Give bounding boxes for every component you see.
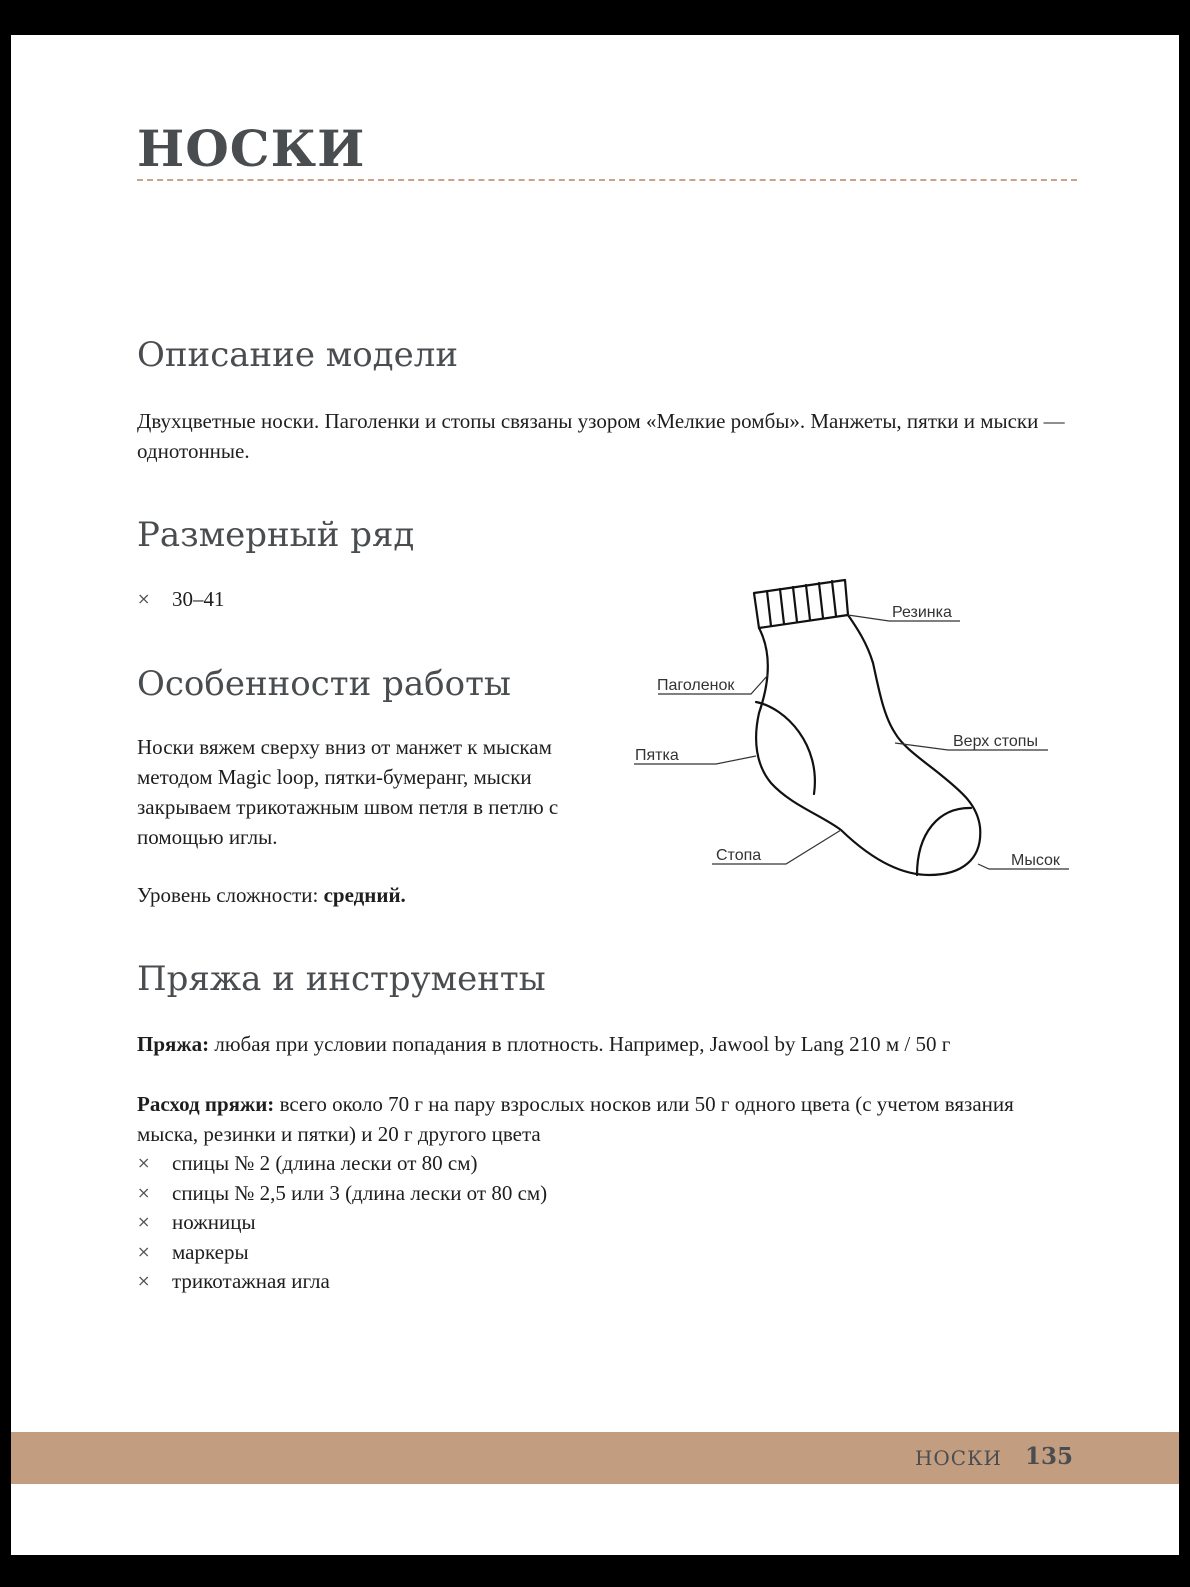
cross-bullet-icon: ⨯ — [137, 591, 151, 608]
usage-text: всего около 70 г на пару взрослых носков или 50 г одного цвета (с учетом вязания мыска, резинки и пятки) и 20 г другого цвета — [137, 1092, 1014, 1146]
difficulty-value: средний. — [323, 883, 406, 907]
yarn-heading: Пряжа и инструменты — [137, 959, 546, 999]
label-foot: Стопа — [716, 847, 762, 864]
cross-bullet-icon: ⨯ — [137, 1155, 151, 1172]
yarn-label: Пряжа: — [137, 1032, 210, 1056]
page-title: НОСКИ — [137, 119, 366, 178]
sizes-list — [137, 585, 225, 615]
work-text: Носки вяжем сверху вниз от манжет к мыскам методом Magic loop, пятки-бумеранг, мыски закрываем трикотажным швом петля в петлю с помощью иглы. — [137, 735, 559, 849]
title-divider — [137, 179, 1077, 181]
footer-bar — [11, 1432, 1179, 1484]
tools-list — [137, 1149, 547, 1297]
difficulty-label: Уровень сложности: — [137, 883, 319, 907]
cross-bullet-icon: ⨯ — [137, 1184, 151, 1202]
yarn-line — [137, 1029, 1077, 1059]
list-item — [137, 1238, 547, 1268]
label-rib: Резинка — [892, 604, 952, 621]
tool-item: трикотажная игла — [172, 1269, 330, 1293]
sizes-heading: Размерный ряд — [137, 515, 415, 555]
tool-item: спицы № 2,5 или 3 (длина лески от 80 см) — [172, 1180, 548, 1205]
list-item — [137, 1208, 547, 1238]
tool-item: спицы № 2 (длина лески от 80 см) — [172, 1151, 478, 1175]
list-item — [137, 585, 225, 615]
page-number: 135 — [1024, 1443, 1073, 1470]
tool-item: ножницы — [172, 1210, 256, 1234]
sock-diagram — [621, 575, 1071, 895]
book-page — [11, 35, 1179, 1555]
description-text: Двухцветные носки. Паголенки и стопы связаны узором «Мелкие ромбы». Манжеты, пятки и мыски — однотонные. — [137, 409, 1065, 463]
usage-label: Расход пряжи: — [137, 1092, 275, 1116]
cross-bullet-icon: ⨯ — [137, 1273, 151, 1290]
list-item — [137, 1267, 547, 1297]
work-heading: Особенности работы — [137, 664, 511, 704]
size-range: 30–41 — [172, 587, 225, 611]
list-item — [137, 1149, 547, 1179]
description-heading: Описание модели — [137, 335, 458, 375]
label-heel: Пятка — [635, 747, 679, 764]
usage-line — [137, 1089, 1077, 1149]
tool-item: маркеры — [172, 1239, 249, 1264]
label-toe: Мысок — [1011, 852, 1060, 869]
label-leg: Паголенок — [657, 677, 735, 694]
list-item — [137, 1179, 547, 1209]
sock-outline — [754, 580, 980, 875]
footer-section-title: НОСКИ — [914, 1446, 1002, 1470]
cross-bullet-icon: ⨯ — [137, 1214, 151, 1231]
yarn-text: любая при условии попадания в плотность. Например, Jawool by Lang 210 м / 50 г — [214, 1032, 951, 1056]
label-instep: Верх стопы — [953, 733, 1038, 750]
cross-bullet-icon: ⨯ — [137, 1243, 151, 1261]
